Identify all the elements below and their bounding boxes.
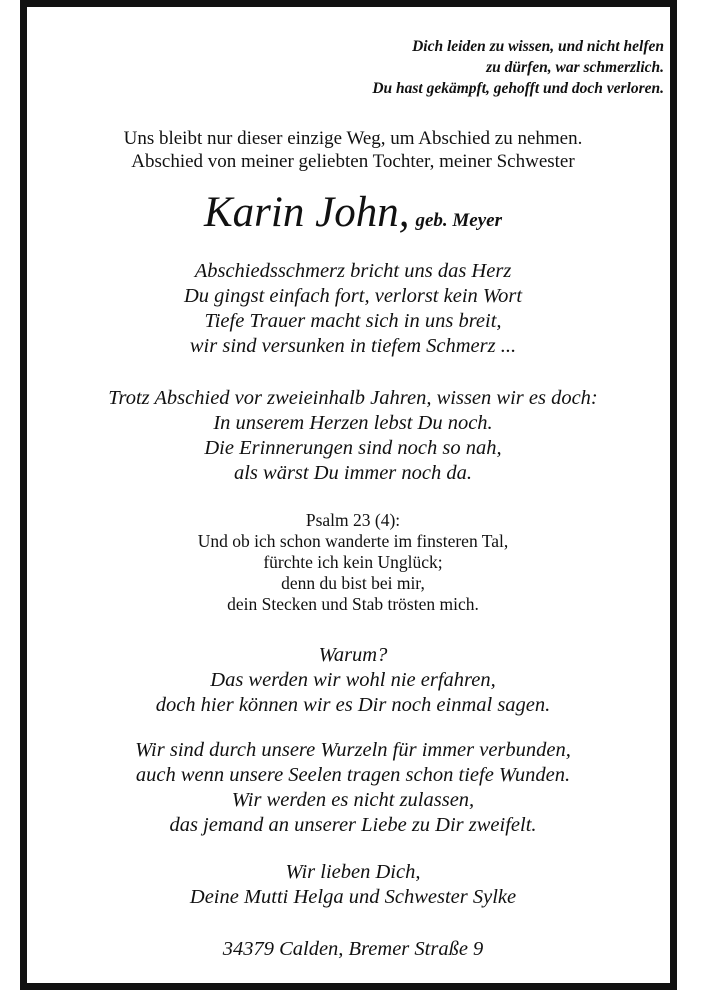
intro-line: Uns bleibt nur dieser einzige Weg, um Abschied zu nehmen. xyxy=(123,128,583,149)
motto-line: zu dürfen, war schmerzlich. xyxy=(486,59,664,76)
psalm-line: Psalm 23 (4): xyxy=(305,510,401,530)
verse-memory xyxy=(0,386,706,486)
deceased-name-row xyxy=(0,188,706,237)
verse-roots xyxy=(0,738,706,838)
verse-line: Die Erinnerungen sind noch so nah, xyxy=(204,437,502,459)
psalm-line: denn du bist bei mir, xyxy=(281,573,425,593)
signature-line: Deine Mutti Helga und Schwester Sylke xyxy=(189,886,517,908)
verse-line: Wir werden es nicht zulassen, xyxy=(231,789,475,811)
verse-line: Tiefe Trauer macht sich in uns breit, xyxy=(204,310,502,332)
verse-line: als wärst Du immer noch da. xyxy=(233,462,473,484)
verse-line: das jemand an unserer Liebe zu Dir zweifelt. xyxy=(169,814,537,836)
verse-line: Wir sind durch unsere Wurzeln für immer verbunden, xyxy=(135,739,571,761)
verse-line: Das werden wir wohl nie erfahren, xyxy=(210,669,496,691)
address-line: 34379 Calden, Bremer Straße 9 xyxy=(222,938,484,960)
birth-name: geb. Meyer xyxy=(415,210,502,231)
deceased-name: Karin John, xyxy=(204,189,410,236)
verse-line: wir sind versunken in tiefem Schmerz ... xyxy=(189,335,517,357)
psalm-line: Und ob ich schon wanderte im finsteren Tal, xyxy=(197,531,509,551)
verse-why xyxy=(0,643,706,718)
intro-text xyxy=(0,127,706,173)
psalm-quote xyxy=(0,510,706,615)
verse-line: doch hier können wir es Dir noch einmal sagen. xyxy=(155,694,551,716)
verse-line: Warum? xyxy=(318,644,388,666)
verse-farewell xyxy=(0,259,706,359)
address xyxy=(0,937,706,962)
psalm-line: fürchte ich kein Unglück; xyxy=(263,552,443,572)
verse-line: Trotz Abschied vor zweieinhalb Jahren, wissen wir es doch: xyxy=(108,387,598,409)
verse-line: In unserem Herzen lebst Du noch. xyxy=(213,412,493,434)
motto-verse xyxy=(372,36,664,99)
intro-line: Abschied von meiner geliebten Tochter, meiner Schwester xyxy=(131,151,575,172)
motto-line: Dich leiden zu wissen, und nicht helfen xyxy=(412,38,664,55)
verse-line: auch wenn unsere Seelen tragen schon tiefe Wunden. xyxy=(135,764,571,786)
verse-line: Du gingst einfach fort, verlorst kein Wort xyxy=(183,285,523,307)
signature xyxy=(0,860,706,910)
verse-line: Abschiedsschmerz bricht uns das Herz xyxy=(194,260,512,282)
psalm-line: dein Stecken und Stab trösten mich. xyxy=(227,594,479,614)
motto-line: Du hast gekämpft, gehofft und doch verloren. xyxy=(372,80,664,97)
signature-line: Wir lieben Dich, xyxy=(285,861,421,883)
